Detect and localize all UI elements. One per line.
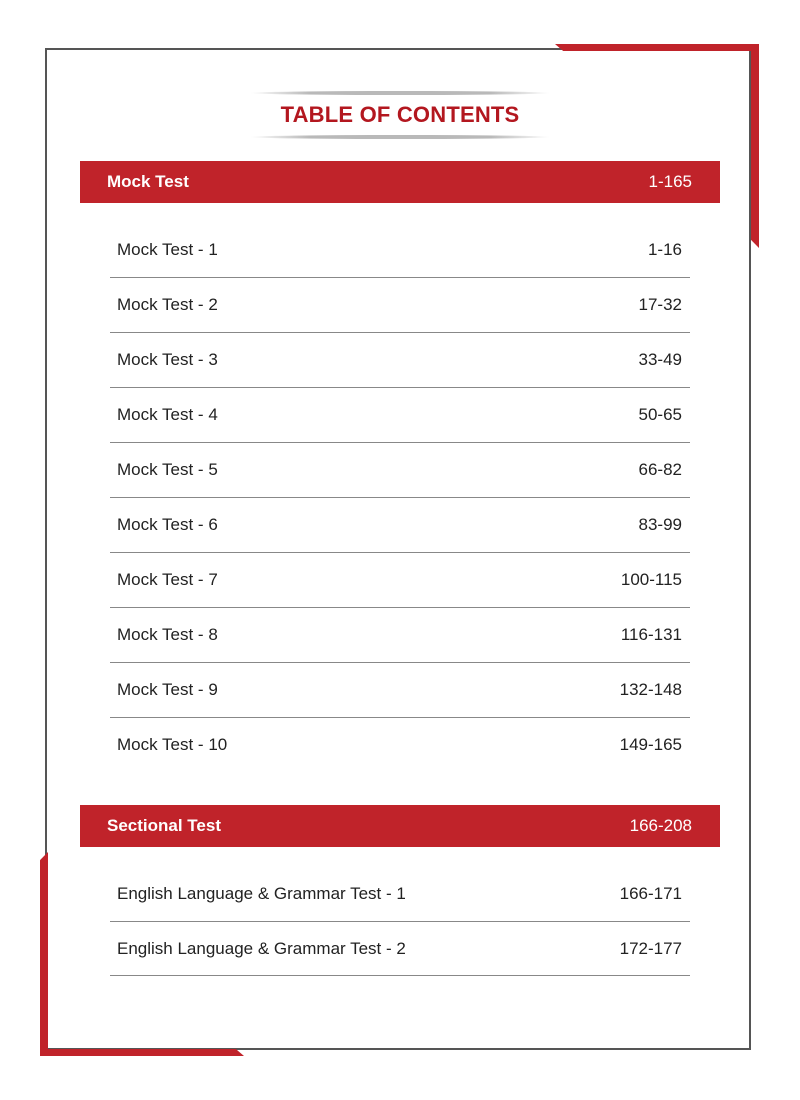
toc-entry-pages: 132-148 (619, 680, 682, 699)
toc-entry-pages: 83-99 (638, 515, 682, 534)
toc-entry-label: English Language & Grammar Test - 1 (117, 883, 406, 903)
section-header-sectional-test[interactable] (80, 805, 720, 847)
toc-entry-pages: 66-82 (638, 460, 682, 479)
corner-accent-top-right (555, 44, 759, 51)
toc-entry-pages: 33-49 (638, 350, 682, 369)
toc-entry-label: Mock Test - 9 (117, 680, 218, 699)
toc-entry-pages: 149-165 (619, 735, 682, 754)
toc-entry[interactable] (110, 866, 690, 921)
toc-entry[interactable] (110, 497, 690, 552)
toc-entry-pages: 172-177 (619, 938, 682, 958)
toc-entry[interactable] (110, 222, 690, 277)
section-header-mock-test[interactable] (80, 161, 720, 203)
toc-entry-label: Mock Test - 10 (117, 735, 228, 754)
toc-entry-label: Mock Test - 5 (117, 460, 218, 479)
toc-entry-label: Mock Test - 3 (117, 350, 218, 369)
toc-entry[interactable] (110, 607, 690, 662)
toc-entry-pages: 50-65 (638, 405, 682, 424)
page-title: TABLE OF CONTENTS (280, 102, 520, 127)
toc-entry-pages: 1-16 (647, 239, 682, 259)
toc-entry[interactable] (110, 277, 690, 332)
title-rule-bottom (250, 135, 550, 139)
title-rule-top (250, 91, 550, 95)
toc-entry-label: Mock Test - 6 (117, 515, 218, 534)
section-pages: 1-165 (648, 172, 692, 191)
toc-entry[interactable] (110, 442, 690, 497)
corner-accent-bottom-left (40, 1049, 244, 1056)
toc-entry[interactable] (110, 717, 690, 772)
toc-list-sectional-test (110, 866, 690, 976)
toc-entry[interactable] (110, 921, 690, 976)
toc-entry[interactable] (110, 332, 690, 387)
section-title: Mock Test (107, 172, 189, 191)
section-title: Sectional Test (107, 816, 221, 835)
toc-entry-pages: 100-115 (620, 570, 682, 589)
toc-list-mock-test (110, 222, 690, 772)
toc-entry[interactable] (110, 552, 690, 607)
section-pages: 166-208 (629, 816, 692, 835)
corner-accent-bottom-left-vertical (40, 852, 48, 1056)
toc-entry-label: Mock Test - 2 (117, 295, 218, 314)
title-banner (250, 88, 550, 142)
toc-entry[interactable] (110, 662, 690, 717)
toc-entry-label: Mock Test - 7 (117, 570, 218, 589)
toc-entry-label: Mock Test - 8 (117, 625, 218, 644)
toc-entry-pages: 17-32 (638, 295, 682, 314)
toc-entry-pages: 116-131 (620, 625, 682, 644)
corner-accent-top-right-vertical (751, 44, 759, 248)
toc-entry-label: Mock Test - 4 (117, 405, 218, 424)
toc-entry-label: Mock Test - 1 (117, 239, 218, 259)
toc-entry-pages: 166-171 (619, 883, 682, 903)
toc-entry[interactable] (110, 387, 690, 442)
toc-entry-label: English Language & Grammar Test - 2 (117, 938, 406, 958)
